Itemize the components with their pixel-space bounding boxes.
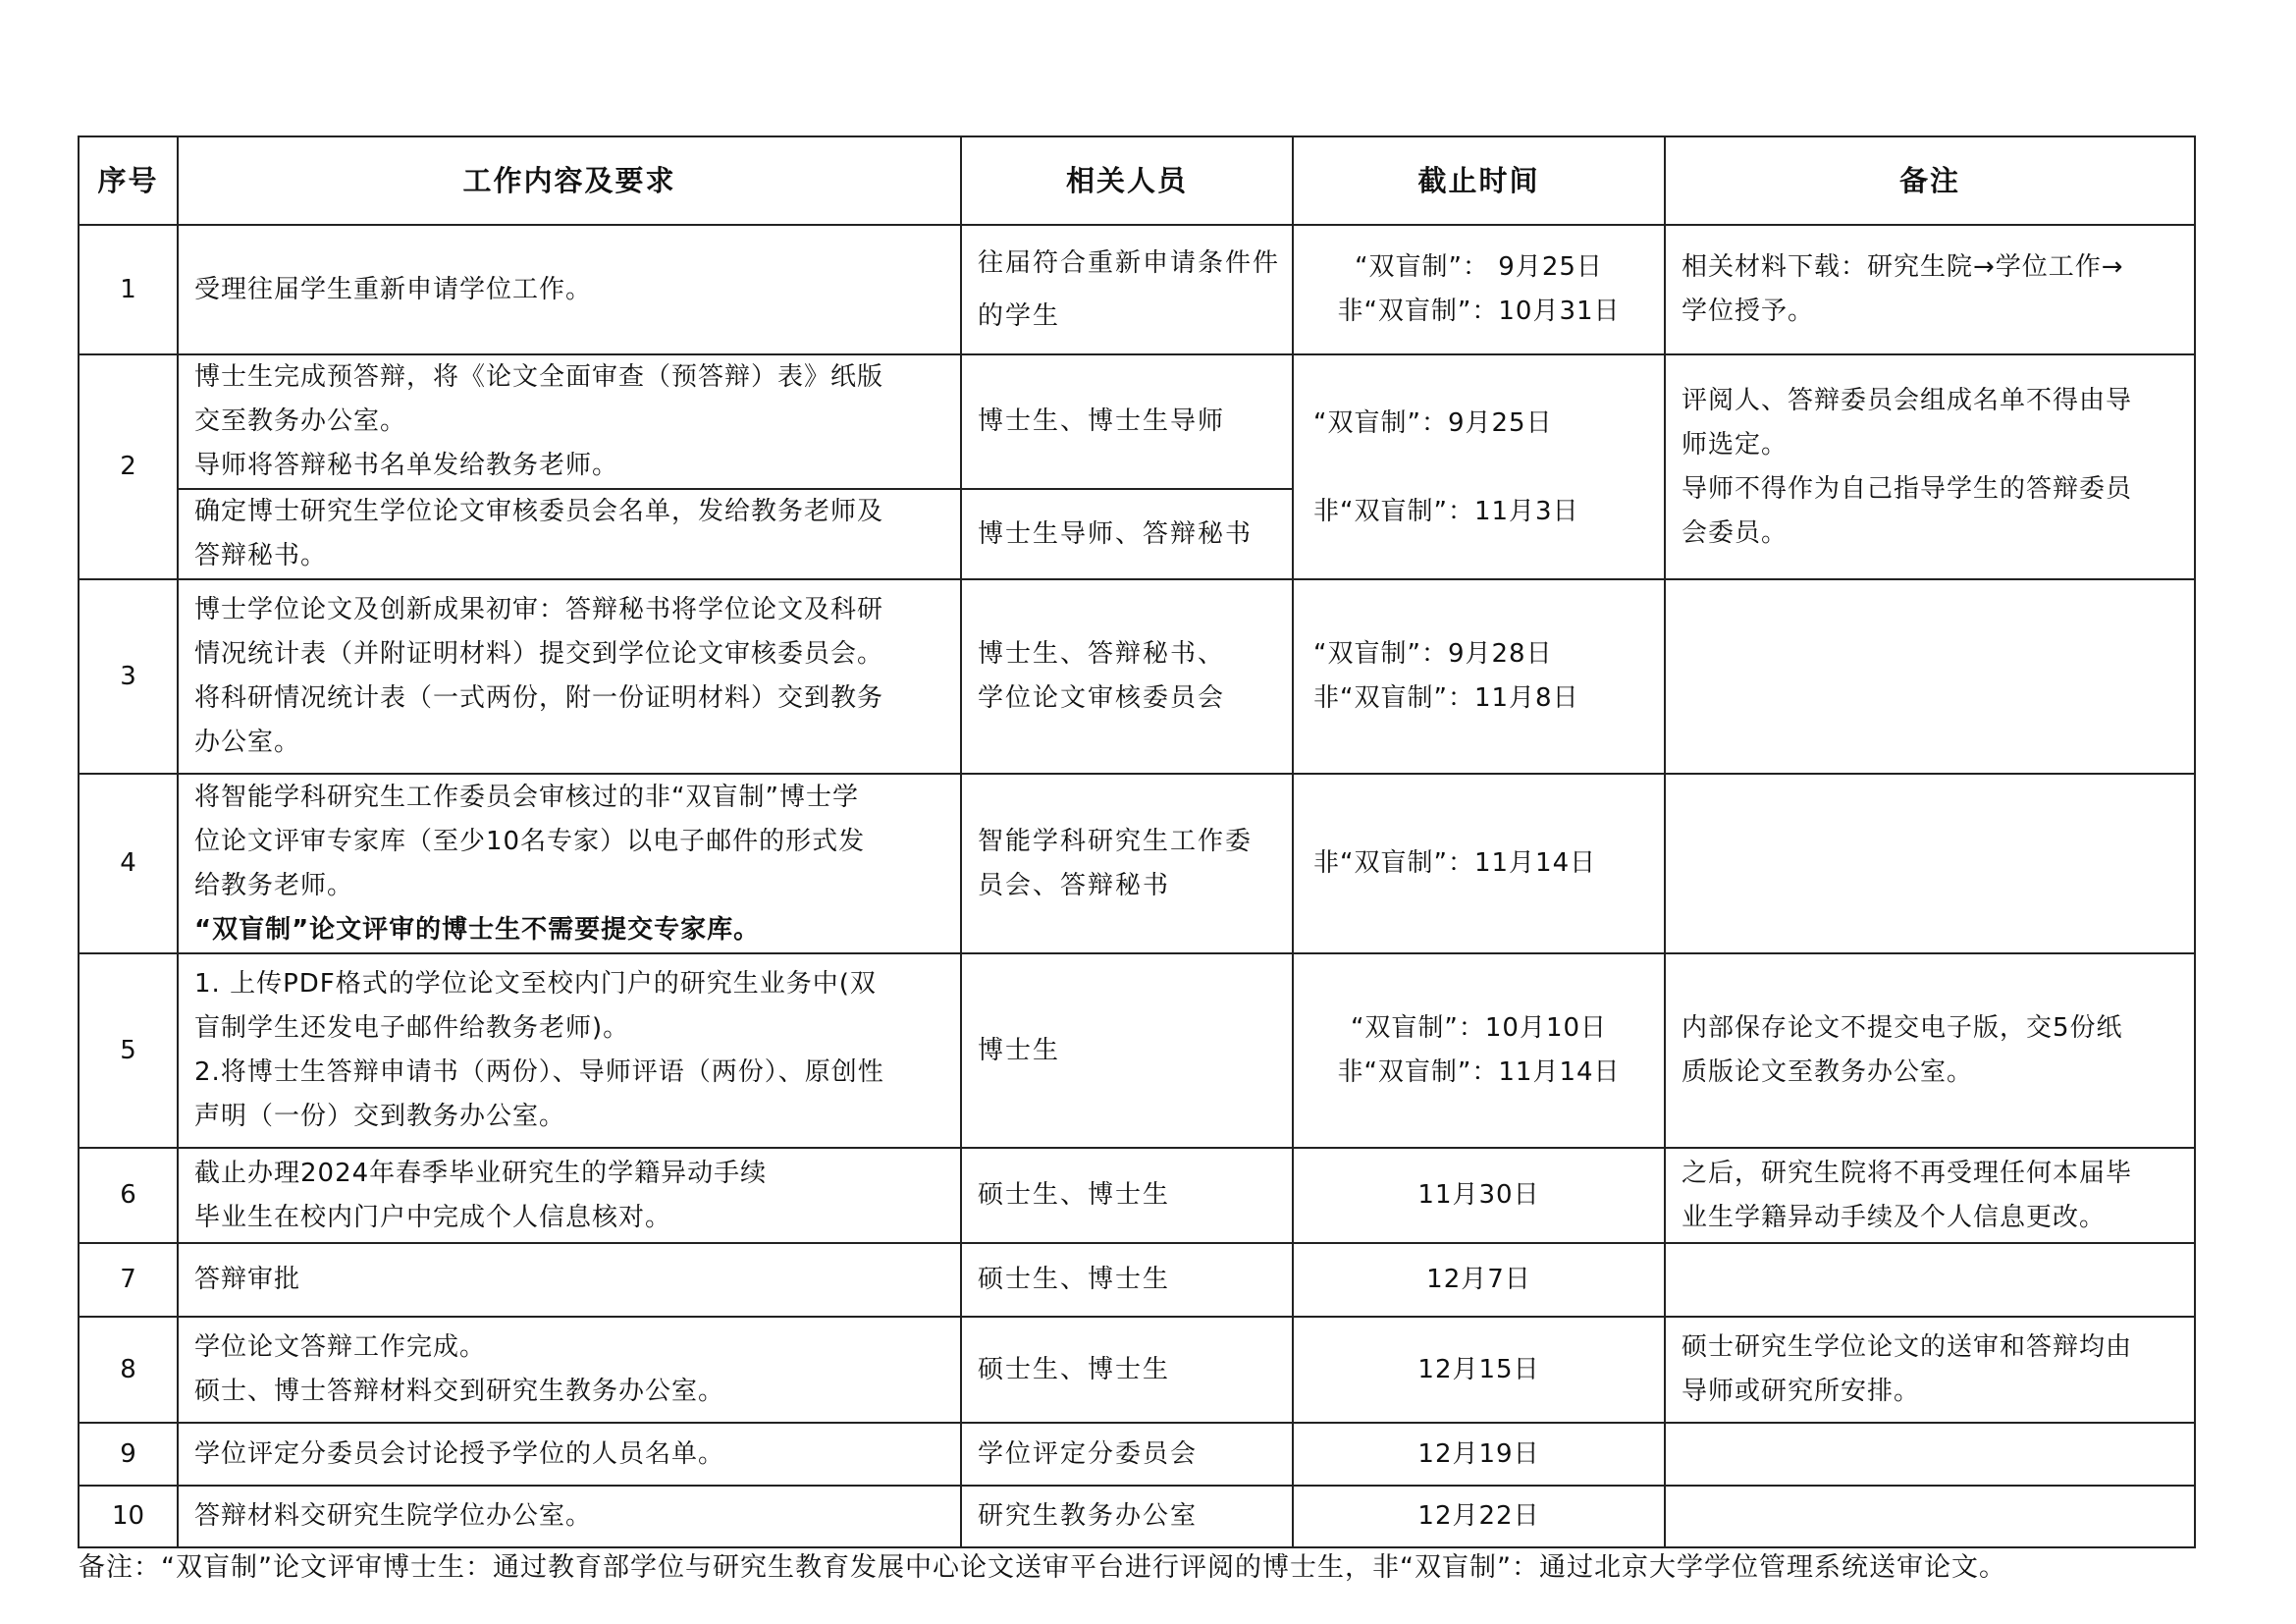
table-row bbox=[79, 579, 2195, 774]
deadline-line: “双盲制”：10月10日 bbox=[1350, 1013, 1608, 1043]
content-line: 1. 上传PDF格式的学位论文至校内门户的研究生业务中(双 bbox=[194, 969, 877, 999]
row-note bbox=[1665, 1243, 2195, 1317]
row-note bbox=[1665, 774, 2195, 953]
row-number: 10 bbox=[79, 1486, 178, 1547]
row-deadline bbox=[1293, 1148, 1665, 1243]
row-deadline bbox=[1293, 953, 1665, 1148]
people-line: 研究生教务办公室 bbox=[978, 1501, 1199, 1531]
table-row bbox=[79, 1317, 2195, 1423]
note-line: 导师或研究所安排。 bbox=[1682, 1377, 1921, 1406]
row-number: 8 bbox=[79, 1317, 178, 1423]
header-people: 相关人员 bbox=[961, 136, 1293, 225]
deadline-line: 11月30日 bbox=[1417, 1180, 1540, 1210]
people-line: 博士生、博士生导师 bbox=[978, 406, 1226, 436]
row-content bbox=[178, 1486, 961, 1547]
table-row bbox=[79, 354, 2195, 489]
content-line: 硕士、博士答辩材料交到研究生教务办公室。 bbox=[194, 1377, 725, 1406]
people-line: 硕士生、博士生 bbox=[978, 1265, 1171, 1294]
content-line: 办公室。 bbox=[194, 728, 301, 757]
table-row bbox=[79, 1243, 2195, 1317]
content-line: 导师将答辩秘书名单发给教务老师。 bbox=[194, 451, 619, 480]
table-row bbox=[79, 953, 2195, 1148]
row-note bbox=[1665, 1148, 2195, 1243]
row-content bbox=[178, 774, 961, 953]
content-line: 盲制学生还发电子邮件给教务老师)。 bbox=[194, 1013, 630, 1043]
row-deadline bbox=[1293, 1317, 1665, 1423]
table-row bbox=[79, 225, 2195, 354]
deadline-line: 非“双盲制”：11月8日 bbox=[1313, 683, 1579, 713]
row-number: 9 bbox=[79, 1423, 178, 1486]
content-line: 毕业生在校内门户中完成个人信息核对。 bbox=[194, 1202, 672, 1232]
deadline-line: 12月19日 bbox=[1417, 1438, 1540, 1469]
content-line: 截止办理2024年春季毕业研究生的学籍异动手续 bbox=[194, 1158, 768, 1188]
content-line: 确定博士研究生学位论文审核委员会名单，发给教务老师及 bbox=[194, 497, 884, 526]
content-line: 答辩秘书。 bbox=[194, 541, 328, 570]
people-line: 博士生 bbox=[978, 1035, 1061, 1065]
header-note: 备注 bbox=[1665, 136, 2195, 225]
schedule-table bbox=[78, 135, 2196, 1548]
people-line: 往届符合重新申请条件件 bbox=[978, 248, 1281, 278]
row-content bbox=[178, 579, 961, 774]
row-note bbox=[1665, 225, 2195, 354]
content-line: 2.将博士生答辩申请书（两份）、导师评语（两份）、原创性 bbox=[194, 1057, 884, 1087]
row-content bbox=[178, 1423, 961, 1486]
row-people bbox=[961, 953, 1293, 1148]
header-deadline: 截止时间 bbox=[1293, 136, 1665, 225]
deadline-line: 非“双盲制”：10月31日 bbox=[1337, 297, 1621, 326]
row-note bbox=[1665, 1423, 2195, 1486]
row-number: 1 bbox=[79, 225, 178, 354]
note-line: 业生学籍异动手续及个人信息更改。 bbox=[1682, 1202, 2107, 1232]
row-people bbox=[961, 579, 1293, 774]
people-line: 学位论文审核委员会 bbox=[978, 683, 1226, 713]
row-people bbox=[961, 1317, 1293, 1423]
row-people bbox=[961, 1148, 1293, 1243]
note-line: 质版论文至教务办公室。 bbox=[1682, 1057, 1974, 1087]
content-line: 博士生完成预答辩，将《论文全面审查（预答辩）表》纸版 bbox=[194, 362, 884, 392]
people-line: 博士生、答辩秘书、 bbox=[978, 639, 1226, 669]
deadline-line: 非“双盲制”：11月14日 bbox=[1313, 848, 1597, 878]
people-line: 硕士生、博士生 bbox=[978, 1180, 1171, 1210]
table-header-row bbox=[79, 136, 2195, 225]
deadline-line: “双盲制”： 9月25日 bbox=[1355, 252, 1603, 282]
row-content bbox=[178, 354, 961, 489]
deadline-line: “双盲制”：9月25日 bbox=[1313, 407, 1553, 438]
note-line: 学位授予。 bbox=[1682, 297, 1815, 326]
row-people bbox=[961, 1423, 1293, 1486]
row-deadline bbox=[1293, 354, 1665, 579]
people-line: 智能学科研究生工作委 bbox=[978, 826, 1254, 856]
row-number: 3 bbox=[79, 579, 178, 774]
people-line: 博士生导师、答辩秘书 bbox=[978, 518, 1254, 549]
row-deadline bbox=[1293, 1423, 1665, 1486]
row-content bbox=[178, 1243, 961, 1317]
content-line: 学位论文答辩工作完成。 bbox=[194, 1332, 487, 1362]
row-people bbox=[961, 489, 1293, 579]
row-deadline bbox=[1293, 225, 1665, 354]
header-content: 工作内容及要求 bbox=[178, 136, 961, 225]
deadline-line: 12月15日 bbox=[1417, 1354, 1540, 1384]
content-line: 情况统计表（并附证明材料）提交到学位论文审核委员会。 bbox=[194, 639, 884, 669]
row-deadline bbox=[1293, 774, 1665, 953]
row-content bbox=[178, 953, 961, 1148]
note-line: 师选定。 bbox=[1682, 429, 1789, 460]
row-people bbox=[961, 1486, 1293, 1547]
content-line: 将智能学科研究生工作委员会审核过的非“双盲制”博士学 bbox=[194, 782, 859, 812]
row-content bbox=[178, 489, 961, 579]
note-line: 会委员。 bbox=[1682, 517, 1789, 548]
content-line: 答辩材料交研究生院学位办公室。 bbox=[194, 1501, 593, 1531]
deadline-line: 非“双盲制”：11月14日 bbox=[1337, 1057, 1621, 1087]
table-row bbox=[79, 774, 2195, 953]
note-line: 评阅人、答辩委员会组成名单不得由导 bbox=[1682, 385, 2133, 415]
row-people bbox=[961, 354, 1293, 489]
row-note bbox=[1665, 579, 2195, 774]
table-row bbox=[79, 1148, 2195, 1243]
row-content bbox=[178, 1148, 961, 1243]
table-row bbox=[79, 1486, 2195, 1547]
row-deadline bbox=[1293, 1486, 1665, 1547]
row-deadline bbox=[1293, 1243, 1665, 1317]
deadline-line: 12月7日 bbox=[1426, 1265, 1531, 1294]
footnote: 备注：“双盲制”论文评审博士生：通过教育部学位与研究生教育发展中心论文送审平台进行评阅的博士生，非“双盲制”：通过北京大学学位管理系统送审论文。 bbox=[79, 1552, 2006, 1583]
row-note bbox=[1665, 953, 2195, 1148]
row-number: 5 bbox=[79, 953, 178, 1148]
note-line: 内部保存论文不提交电子版，交5份纸 bbox=[1682, 1013, 2123, 1043]
row-people bbox=[961, 774, 1293, 953]
people-line: 的学生 bbox=[978, 301, 1061, 331]
row-note bbox=[1665, 354, 2195, 579]
row-number: 6 bbox=[79, 1148, 178, 1243]
note-line: 之后，研究生院将不再受理任何本届毕 bbox=[1682, 1158, 2133, 1188]
note-line: 导师不得作为自己指导学生的答辩委员 bbox=[1682, 473, 2133, 504]
content-line: 博士学位论文及创新成果初审：答辩秘书将学位论文及科研 bbox=[194, 595, 884, 624]
table-row bbox=[79, 1423, 2195, 1486]
content-line: 交至教务办公室。 bbox=[194, 406, 407, 436]
row-content bbox=[178, 225, 961, 354]
row-deadline bbox=[1293, 579, 1665, 774]
header-no: 序号 bbox=[79, 136, 178, 225]
content-line: 答辩审批 bbox=[194, 1265, 301, 1294]
content-line: 位论文评审专家库（至少10名专家）以电子邮件的形式发 bbox=[194, 826, 866, 856]
content-line: 给教务老师。 bbox=[194, 870, 354, 900]
note-line: 相关材料下载：研究生院→学位工作→ bbox=[1682, 252, 2124, 282]
people-line: 学位评定分委员会 bbox=[978, 1438, 1199, 1469]
row-people bbox=[961, 1243, 1293, 1317]
content-bold-line: “双盲制”论文评审的博士生不需要提交专家库。 bbox=[194, 914, 761, 945]
row-content bbox=[178, 1317, 961, 1423]
deadline-line: 12月22日 bbox=[1417, 1501, 1540, 1531]
row-number: 2 bbox=[79, 354, 178, 579]
row-people bbox=[961, 225, 1293, 354]
content-line: 受理往届学生重新申请学位工作。 bbox=[194, 274, 593, 304]
row-number: 7 bbox=[79, 1243, 178, 1317]
row-note bbox=[1665, 1486, 2195, 1547]
people-line: 硕士生、博士生 bbox=[978, 1354, 1171, 1384]
content-line: 声明（一份）交到教务办公室。 bbox=[194, 1102, 566, 1131]
content-line: 将科研情况统计表（一式两份，附一份证明材料）交到教务 bbox=[194, 683, 884, 713]
people-line: 员会、答辩秘书 bbox=[978, 870, 1171, 900]
note-line: 硕士研究生学位论文的送审和答辩均由 bbox=[1682, 1332, 2133, 1362]
row-number: 4 bbox=[79, 774, 178, 953]
content-line: 学位评定分委员会讨论授予学位的人员名单。 bbox=[194, 1438, 725, 1469]
deadline-line: 非“双盲制”：11月3日 bbox=[1313, 496, 1579, 526]
deadline-line: “双盲制”：9月28日 bbox=[1313, 639, 1553, 669]
row-note bbox=[1665, 1317, 2195, 1423]
